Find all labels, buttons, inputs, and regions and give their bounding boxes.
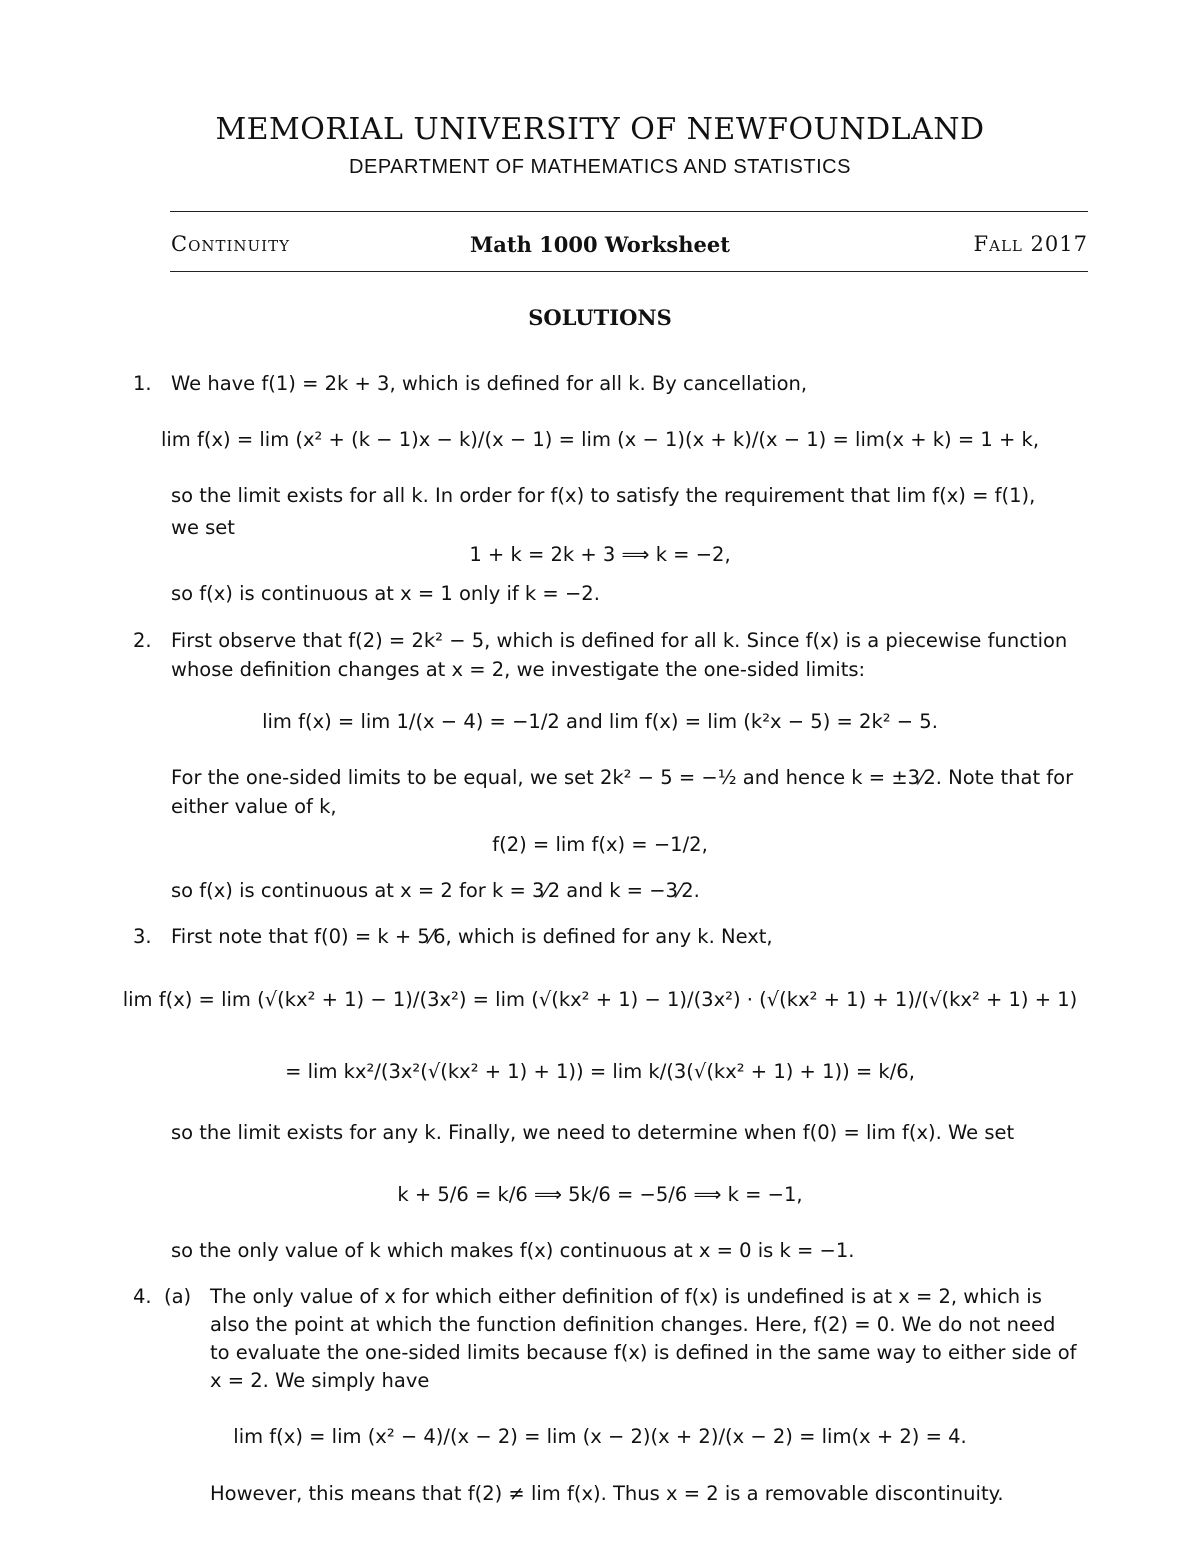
problem-1-line-4: so f(x) is continuous at x = 1 only if k = −2.: [171, 582, 600, 605]
problem-3-equation-1: lim f(x) = lim (√(kx² + 1) − 1)/(3x²) = lim (√(kx² + 1) − 1)/(3x²) · (√(kx² + 1) + 1)/(√(kx² + 1) + 1): [122, 988, 1078, 1011]
problem-1-equation-2: 1 + k = 2k + 3 ⟹ k = −2,: [469, 543, 731, 566]
problem-2-line-1: First observe that f(2) = 2k² − 5, which is defined for all k. Since f(x) is a piecewise function: [171, 629, 1068, 652]
problem-2-line-3: For the one-sided limits to be equal, we set 2k² − 5 = −½ and hence k = ±3⁄2. Note that for: [171, 766, 1074, 789]
problem-1-equation-1: lim f(x) = lim (x² + (k − 1)x − k)/(x − 1) = lim (x − 1)(x + k)/(x − 1) = lim(x + k) = 1 + k,: [160, 428, 1040, 451]
top-rule: [170, 211, 1088, 212]
problem-3-line-2: so the limit exists for any k. Finally, we need to determine when f(0) = lim f(x). We set: [171, 1121, 1015, 1144]
problem-2-equation-1: lim f(x) = lim 1/(x − 4) = −1/2 and lim f(x) = lim (k²x − 5) = 2k² − 5.: [262, 710, 938, 733]
header-right: Fall 2017: [973, 232, 1088, 256]
problem-2-line-5: so f(x) is continuous at x = 2 for k = 3⁄2 and k = −3⁄2.: [171, 879, 700, 902]
problem-1-number: 1.: [133, 372, 152, 395]
problem-3-equation-2: = lim kx²/(3x²(√(kx² + 1) + 1)) = lim k/(3(√(kx² + 1) + 1)) = k/6,: [285, 1060, 915, 1083]
problem-4-part-a: (a): [164, 1285, 192, 1308]
problem-1-line-1: We have f(1) = 2k + 3, which is defined for all k. By cancellation,: [171, 372, 808, 395]
header-left: Continuity: [171, 232, 291, 256]
problem-3-number: 3.: [133, 925, 152, 948]
problem-4-number: 4.: [133, 1285, 152, 1308]
page-title: SOLUTIONS: [528, 305, 672, 330]
problem-2-equation-2: f(2) = lim f(x) = −1/2,: [492, 833, 708, 856]
problem-4-line-3: to evaluate the one-sided limits because f(x) is defined in the same way to either side of: [210, 1341, 1077, 1364]
problem-3-equation-3: k + 5/6 = k/6 ⟹ 5k/6 = −5/6 ⟹ k = −1,: [397, 1183, 803, 1206]
problem-1-line-2: so the limit exists for all k. In order for f(x) to satisfy the requirement that lim f(x) = f(1),: [171, 484, 1036, 507]
problem-3-line-1: First note that f(0) = k + 5⁄6, which is defined for any k. Next,: [171, 925, 773, 948]
header-center: Math 1000 Worksheet: [470, 232, 730, 257]
university-name: MEMORIAL UNIVERSITY OF NEWFOUNDLAND: [215, 112, 985, 147]
problem-4-equation-1: lim f(x) = lim (x² − 4)/(x − 2) = lim (x − 2)(x + 2)/(x − 2) = lim(x + 2) = 4.: [233, 1425, 967, 1448]
problem-4-line-2: also the point at which the function definition changes. Here, f(2) = 0. We do not need: [210, 1313, 1056, 1336]
problem-4-line-5: However, this means that f(2) ≠ lim f(x). Thus x = 2 is a removable discontinuity.: [210, 1482, 1004, 1505]
department-name: DEPARTMENT OF MATHEMATICS AND STATISTICS: [349, 156, 851, 178]
problem-2-number: 2.: [133, 629, 152, 652]
problem-2-line-2: whose definition changes at x = 2, we investigate the one-sided limits:: [171, 658, 866, 681]
bottom-rule: [170, 271, 1088, 272]
problem-4-line-4: x = 2. We simply have: [210, 1369, 430, 1392]
problem-2-line-4: either value of k,: [171, 795, 337, 818]
problem-3-line-3: so the only value of k which makes f(x) continuous at x = 0 is k = −1.: [171, 1239, 855, 1262]
problem-4-line-1: The only value of x for which either definition of f(x) is undefined is at x = 2, which is: [210, 1285, 1042, 1308]
problem-1-line-3: we set: [171, 516, 235, 539]
